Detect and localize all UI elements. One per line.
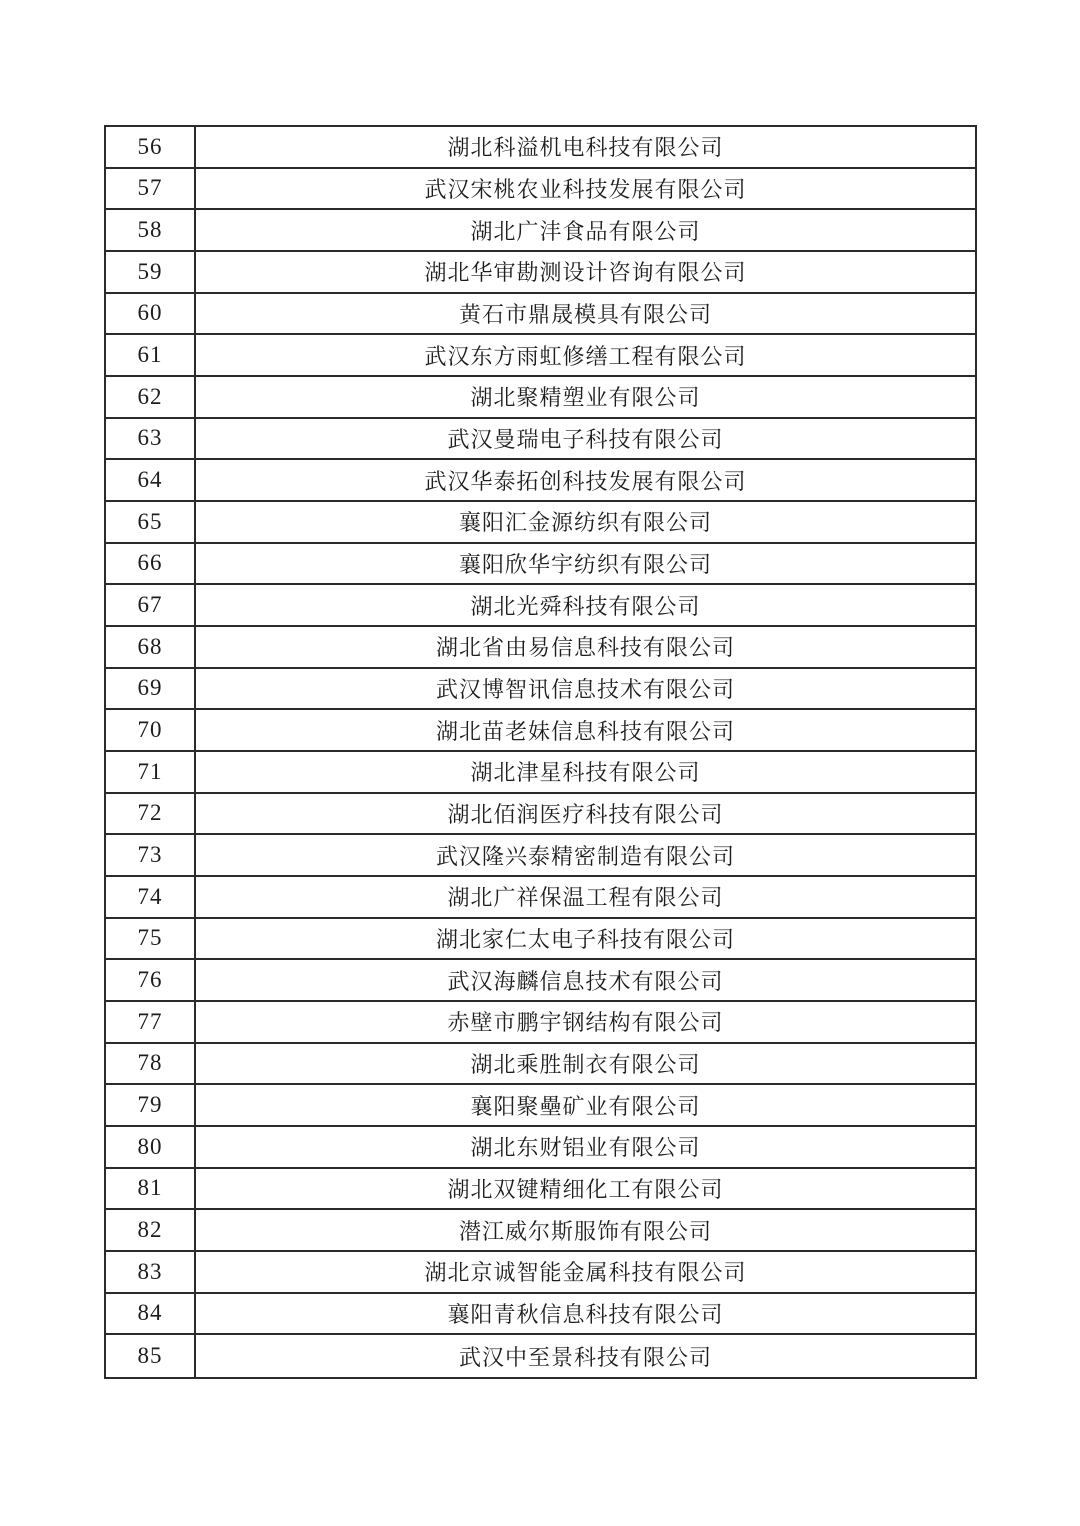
row-number-cell: 63	[106, 419, 196, 459]
company-name-cell: 湖北乘胜制衣有限公司	[470, 1051, 701, 1077]
company-name-cell: 武汉博智讯信息技术有限公司	[435, 676, 735, 702]
row-number-cell: 78	[106, 1044, 196, 1084]
row-number-cell: 66	[106, 544, 196, 584]
row-number-cell: 69	[106, 669, 196, 709]
table-row	[106, 1294, 975, 1336]
company-name-cell: 湖北广祥保温工程有限公司	[447, 885, 724, 911]
row-number-cell: 60	[106, 294, 196, 334]
company-name-cell: 湖北光舜科技有限公司	[470, 593, 701, 619]
table-row	[106, 169, 975, 211]
table-row	[106, 544, 975, 586]
company-list-table	[104, 125, 977, 1379]
table-row	[106, 877, 975, 919]
company-name-cell: 湖北双键精细化工有限公司	[447, 1176, 724, 1202]
row-number-cell: 58	[106, 210, 196, 250]
table-row	[106, 835, 975, 877]
table-row	[106, 1127, 975, 1169]
row-number-cell: 79	[106, 1085, 196, 1125]
table-row	[106, 1335, 975, 1377]
row-number-cell: 62	[106, 377, 196, 417]
table-row	[106, 502, 975, 544]
company-name-cell: 襄阳汇金源纺织有限公司	[458, 510, 712, 536]
company-name-cell: 潜江威尔斯服饰有限公司	[458, 1218, 712, 1244]
row-number-cell: 71	[106, 752, 196, 792]
company-name-cell: 襄阳聚壘矿业有限公司	[470, 1093, 701, 1119]
row-number-cell: 74	[106, 877, 196, 917]
company-name-cell: 湖北佰润医疗科技有限公司	[447, 801, 724, 827]
row-number-cell: 84	[106, 1294, 196, 1334]
table-row	[106, 919, 975, 961]
row-number-cell: 56	[106, 127, 196, 167]
table-row	[106, 960, 975, 1002]
table-row	[106, 377, 975, 419]
table-row	[106, 585, 975, 627]
company-name-cell: 武汉曼瑞电子科技有限公司	[447, 426, 724, 452]
company-name-cell: 湖北广沣食品有限公司	[470, 218, 701, 244]
company-name-cell: 湖北苗老妹信息科技有限公司	[435, 718, 735, 744]
row-number-cell: 70	[106, 710, 196, 750]
company-name-cell: 赤壁市鹏宇钢结构有限公司	[447, 1010, 724, 1036]
company-name-cell: 湖北聚精塑业有限公司	[470, 385, 701, 411]
row-number-cell: 77	[106, 1002, 196, 1042]
company-name-cell: 黄石市鼎晟模具有限公司	[458, 301, 712, 327]
table-row	[106, 627, 975, 669]
company-name-cell: 武汉华泰拓创科技发展有限公司	[424, 468, 747, 494]
company-name-cell: 湖北东财铝业有限公司	[470, 1135, 701, 1161]
table-row	[106, 1169, 975, 1211]
table-row	[106, 669, 975, 711]
company-name-cell: 武汉东方雨虹修缮工程有限公司	[424, 343, 747, 369]
table-row	[106, 1085, 975, 1127]
row-number-cell: 85	[106, 1335, 196, 1377]
table-row	[106, 710, 975, 752]
table-row	[106, 460, 975, 502]
row-number-cell: 80	[106, 1127, 196, 1167]
company-name-cell: 湖北津星科技有限公司	[470, 760, 701, 786]
row-number-cell: 68	[106, 627, 196, 667]
row-number-cell: 67	[106, 585, 196, 625]
table-row	[106, 127, 975, 169]
table-row	[106, 419, 975, 461]
company-name-cell: 湖北京诚智能金属科技有限公司	[424, 1260, 747, 1286]
row-number-cell: 64	[106, 460, 196, 500]
company-name-cell: 湖北家仁太电子科技有限公司	[435, 926, 735, 952]
company-name-cell: 襄阳欣华宇纺织有限公司	[458, 551, 712, 577]
row-number-cell: 83	[106, 1252, 196, 1292]
company-name-cell: 武汉海麟信息技术有限公司	[447, 968, 724, 994]
table-row	[106, 210, 975, 252]
table-row	[106, 1210, 975, 1252]
row-number-cell: 57	[106, 169, 196, 209]
row-number-cell: 81	[106, 1169, 196, 1209]
row-number-cell: 72	[106, 794, 196, 834]
row-number-cell: 59	[106, 252, 196, 292]
company-name-cell: 武汉中至景科技有限公司	[458, 1344, 712, 1370]
row-number-cell: 61	[106, 335, 196, 375]
table-row	[106, 1252, 975, 1294]
table-row	[106, 752, 975, 794]
company-name-cell: 湖北华审勘测设计咨询有限公司	[424, 260, 747, 286]
table-row	[106, 1044, 975, 1086]
table-row	[106, 1002, 975, 1044]
company-name-cell: 湖北省由易信息科技有限公司	[435, 635, 735, 661]
company-name-cell: 襄阳青秋信息科技有限公司	[447, 1301, 724, 1327]
table-row	[106, 794, 975, 836]
row-number-cell: 76	[106, 960, 196, 1000]
company-name-cell: 武汉隆兴泰精密制造有限公司	[435, 843, 735, 869]
row-number-cell: 65	[106, 502, 196, 542]
row-number-cell: 73	[106, 835, 196, 875]
table-row	[106, 252, 975, 294]
row-number-cell: 75	[106, 919, 196, 959]
company-name-cell: 武汉宋桃农业科技发展有限公司	[424, 176, 747, 202]
table-row	[106, 294, 975, 336]
company-name-cell: 湖北科溢机电科技有限公司	[447, 135, 724, 161]
table-row	[106, 335, 975, 377]
row-number-cell: 82	[106, 1210, 196, 1250]
